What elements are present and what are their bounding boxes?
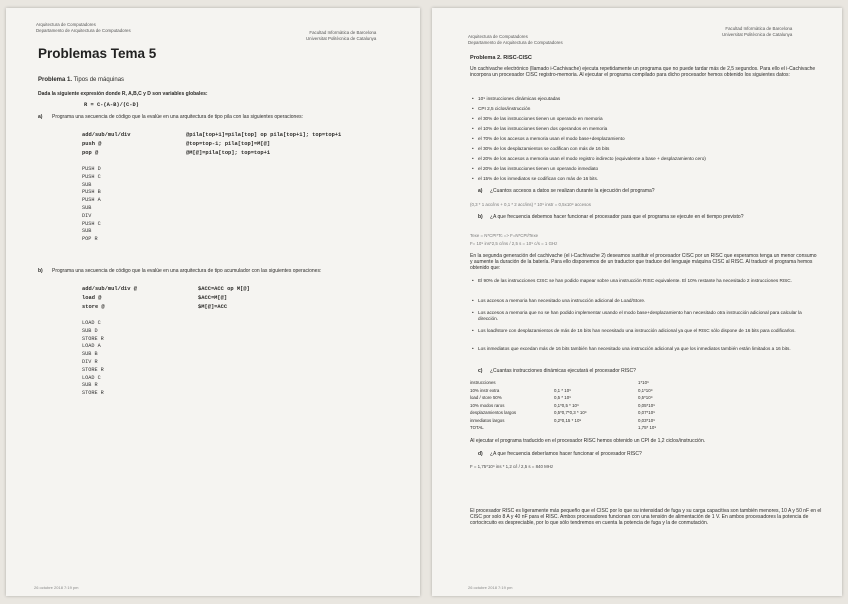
header-left (468, 34, 563, 45)
table-row (470, 410, 700, 418)
problem-2-heading: Problema 2. RISC-CISC (470, 55, 532, 61)
question-a-answer: (0,3 * 1 acc/ins + 0,1 * 2 acc/ins) * 10⁹ instr = 0,5x10⁹ accesos (470, 202, 591, 207)
row-value: 0,1*10⁹ (638, 387, 653, 393)
bullet-item: • el 15% de los inmediatos se codifican con más de 16 bits. (478, 176, 818, 182)
row-value: 1*10⁹ (638, 380, 649, 385)
row-formula: 0,2*0,15 * 10⁹ (554, 417, 582, 423)
question-a-text: ¿Cuantos accesos a datos se realizan durante la ejecución del programa? (490, 188, 655, 194)
problem-intro: Dada la siguiente expresión donde R, A,B,C y D son variables globales: (38, 91, 208, 97)
bullet-item: • CPI 2,5 ciclos/instrucción (478, 106, 818, 112)
row-formula: 0,1 * 10⁹ (554, 387, 572, 393)
row-value: 0,03*10⁹ (638, 417, 656, 423)
part-b-op-3-desc: $M[@]=ACC (198, 304, 228, 310)
page-footer: 26 octubre 2018 7:19 pm (34, 585, 79, 590)
bullet-item: • el 20% de los accesos a memoria usan el modo registro indirecto (equivalente a base + desplazamiento cero) (478, 156, 818, 162)
row-value: 0,05*10⁹ (638, 402, 656, 408)
expression: R = C-(A-B)/(C-D) (84, 102, 139, 108)
bullet-item: • el 30% de los desplazamientos se codifican con más de 16 bits (478, 146, 818, 152)
header-line: Universitat Politècnica de Catalunya (722, 31, 793, 37)
bullet-item: • el 30% de las instrucciones tienen un operando en memoria (478, 116, 818, 122)
row-label: TOTAL (470, 425, 484, 430)
code-line: PUSH B (82, 189, 101, 196)
part-a-text: Programa una secuencia de código que la evalúe en una arquitectura de tipo pila con las siguientes operaciones: (52, 114, 304, 120)
part-b-text: Programa una secuencia de código que la evalúe en una arquitectura de tipo acumulador con las siguientes operaciones: (52, 268, 322, 274)
row-label: 10% instr extra (470, 387, 500, 393)
row-formula: 0,5 * 10⁹ (554, 395, 572, 400)
row-formula: 0,1*0,5 * 10⁹ (554, 402, 579, 408)
row-value: 0,5*10⁹ (638, 395, 653, 400)
question-d-label: d) (478, 451, 483, 457)
table-row (470, 418, 700, 426)
bullet-item: • Los accesos a memoria que no se han podido implementar usando el modo base+desplazamiento han necesitado otra instrucción adicional para calcular la dirección. (478, 310, 818, 322)
row-label: inmediatos largos (470, 417, 505, 423)
header-line: Departamento de Arquitectura de Computadores (468, 39, 563, 45)
bullet-item: • el 70% de los accesos a memoria usan el modo base+desplazamiento (478, 136, 818, 142)
bullet-item: • 10⁹ instrucciones dinámicas ejecutadas (478, 96, 818, 102)
header-line: Facultad Informàtica de Barcelona (309, 30, 377, 35)
code-line: PUSH C (82, 173, 101, 180)
part-a-op-3-desc: @M[@]=pila[top]; top=top+1 (186, 150, 271, 156)
code-line: DIV (82, 212, 92, 219)
bullet-item: • Los accesos a memoria han necesitado una instrucción adicional de Load/Store. (478, 298, 818, 304)
header-line: Universitat Politècnica de Catalunya (306, 35, 377, 41)
code-line: LOAD C (82, 374, 101, 381)
question-d-text: ¿A que frecuencia deberíamos hacer funcionar el procesador RISC? (490, 451, 642, 457)
code-line: SUB (82, 204, 92, 211)
page-right (432, 8, 842, 596)
problem-1-heading (38, 77, 124, 83)
header-line: Facultad Informàtica de Barcelona (725, 26, 793, 31)
question-b-text: ¿A que frecuencia debemos hacer funcionar el procesador para que el programa se ejecute en el tiempo previsto? (490, 214, 744, 220)
cpi-note: Al ejecutar el programa traducido en el procesador RISC hemos obtenido un CPI de 1,2 ciclos/instrucción. (470, 438, 706, 444)
code-line: STORE R (82, 335, 104, 342)
part-b-op-2: load @ (82, 295, 102, 301)
code-line: PUSH D (82, 166, 101, 172)
page-footer: 26 octubre 2018 7:19 pm (468, 585, 513, 590)
table-row (470, 403, 700, 411)
row-value: 0,07*10⁹ (638, 410, 656, 415)
part-b-op-1-desc: $ACC=ACC op M[@] (198, 286, 250, 292)
paragraph-power: El procesador RISC es ligeramente más pequeño que el CISC por lo que su intensidad de fuga y su carga capacitiva son también menores, 10 A y 50 nF en el CISC por solo 8 A y 40 nF para el RISC. Ambos procesadores funcionan con una tensión de alimentación de 1 V. En ambos procesadores la potencia de cortocircuito es despreciable, por lo que sólo tendremos en cuenta la potencia de fuga y la de conmutación. (470, 508, 822, 527)
header-line: Departamento de Arquitectura de Computadores (36, 27, 131, 33)
part-b-op-3: store @ (82, 304, 105, 310)
code-line: DIV R (82, 358, 98, 365)
table-row (470, 388, 700, 396)
code-line: STORE R (82, 366, 104, 373)
part-a-label: a) (38, 114, 43, 120)
part-b-op-2-desc: $ACC=M[@] (198, 295, 228, 301)
bullet-item: • Los load/store con desplazamientos de más de 16 bits han necesitado una instrucción adicional ya que el RISC sólo dispone de 16 bits para codificarlos. (478, 328, 818, 334)
code-line: SUB R (82, 382, 98, 389)
bullet-item: • El 90% de las instrucciones CISC se han podido mapear sobre una instrucción RISC equivalente. El 10% restante ha necesitado 2 instrucciones RISC. (478, 278, 818, 284)
part-b-label: b) (38, 268, 43, 274)
header-left (36, 22, 131, 33)
question-d-answer: F = 1,75*10⁹ ins * 1,2 c/i / 2,5 s = 840 MHz (470, 464, 554, 469)
problem-topic: Tipos de máquinas (73, 77, 125, 83)
code-line: STORE R (82, 390, 104, 397)
row-formula: 0,5*0,7*0,3 * 10⁹ (554, 410, 587, 415)
code-line: SUB D (82, 327, 98, 334)
part-a-op-2-desc: @top=top-1; pila[top]=M[@] (186, 141, 271, 147)
question-b-answer-value: F= 10⁹ ins*2,5 c/ins / 2,5 s = 10⁹ c/s = 1 GHz (470, 241, 558, 246)
code-line: POP R (82, 236, 98, 243)
code-line: PUSH A (82, 197, 101, 204)
row-formula (554, 425, 638, 433)
code-line: SUB (82, 181, 92, 188)
question-b-label: b) (478, 214, 483, 220)
paragraph-second-generation: En la segunda generación del cachivache (el i-Cachivache 2) deseamos sustituir el procesador CISC por un RISC que esperamos tenga un menor consumo y aumente la duración de la batería. Para ello disponemos de un traductor que traduce del lenguaje máquina CISC al RISC. Al traducir el programa hemos obtenido que: (470, 253, 817, 272)
row-value: 1,75* 10⁹ (638, 425, 657, 430)
part-a-op-1-desc: @pila[top+1]=pila[top] op pila[top+1]; top=top+1 (186, 132, 342, 138)
row-label: 10% modos raros (470, 402, 505, 408)
header-line: Arquitectura de Computadores (468, 34, 528, 39)
instruction-count-table (470, 380, 700, 433)
question-c-label: c) (478, 368, 483, 374)
code-line: SUB (82, 228, 92, 235)
table-row (470, 380, 700, 388)
part-a-code (82, 166, 101, 244)
bullet-item: • el 20% de las instrucciones tienen un operando inmediato (478, 166, 818, 172)
part-a-op-2: push @ (82, 141, 102, 147)
header-right (722, 26, 792, 37)
page-title: Problemas Tema 5 (38, 46, 157, 61)
row-label: load / store 50% (470, 395, 502, 400)
page-left (6, 8, 420, 596)
code-line: LOAD A (82, 343, 101, 350)
question-a-label: a) (478, 188, 483, 194)
row-label: instrucciones (470, 380, 496, 385)
table-row (470, 395, 700, 403)
problem-number: Problema 1. (38, 77, 73, 83)
header-line: Arquitectura de Computadores (36, 22, 96, 27)
part-b-op-1: add/sub/mul/div @ (82, 286, 137, 292)
bullet-item: • Los inmediatos que excedan más de 16 bits también han necesitado una instrucción adicional ya que los inmediatos también están limitados a 16 bits. (478, 346, 818, 352)
header-right (306, 30, 376, 41)
code-line: PUSH C (82, 220, 101, 227)
code-line: LOAD C (82, 320, 101, 326)
bullet-item: • el 10% de las instrucciones tienen dos operandos en memoria (478, 126, 818, 132)
part-a-op-1: add/sub/mul/div (82, 132, 131, 138)
question-b-answer-formula: Texe = N*CPI*Tc => F=N*CPI/Texe (470, 233, 539, 238)
problem-2-intro: Un cachivache electrónico (llamado i-Cachivache) ejecuta repetidamente un programa que no puede tardar más de 2,5 segundos. Para ello el i-Cachivache incorpora un procesador CISC registro-memoria. Al ejecutar el programa compilado para dicho procesador hemos obtenido los siguientes datos: (470, 66, 816, 79)
part-a-op-3: pop @ (82, 150, 99, 156)
row-label: desplazamientos largos (470, 410, 517, 415)
table-row (470, 425, 700, 433)
question-c-text: ¿Cuantas instrucciones dinámicas ejecutará el procesador RISC? (490, 368, 636, 374)
code-line: SUB B (82, 351, 98, 358)
part-b-code (82, 320, 104, 398)
row-formula (554, 380, 638, 388)
